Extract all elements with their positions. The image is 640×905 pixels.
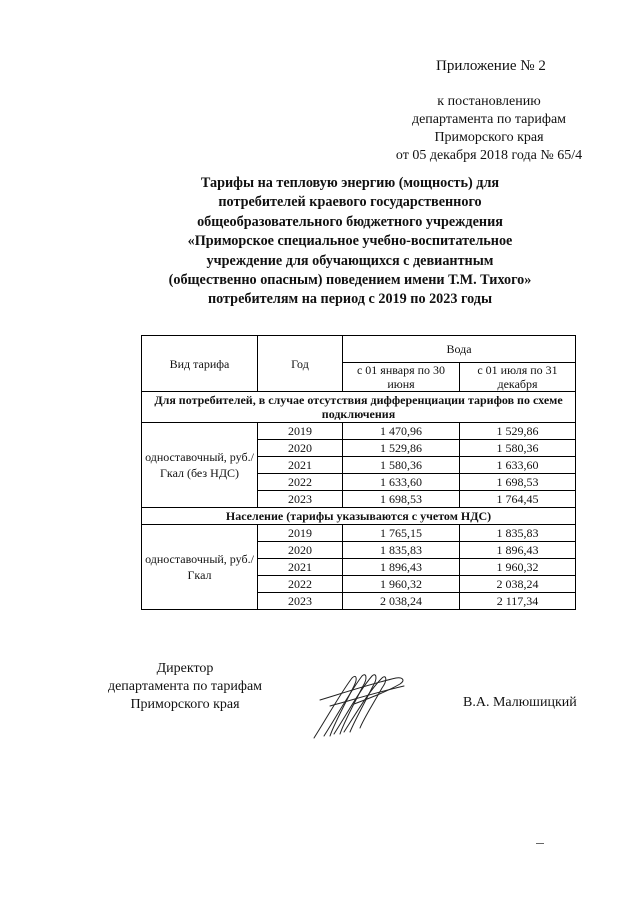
header-period-1: с 01 января по 30 июня xyxy=(343,363,460,392)
value-cell: 1 835,83 xyxy=(343,542,460,559)
tariff-type-cell: одноставочный, руб./Гкал xyxy=(142,525,258,610)
title-line: потребителям на период с 2019 по 2023 годы xyxy=(207,291,493,308)
section-row xyxy=(142,508,576,525)
scan-mark xyxy=(536,843,544,844)
value-cell: 1 896,43 xyxy=(460,542,576,559)
handwritten-signature xyxy=(300,666,415,746)
decree-reference xyxy=(374,93,604,165)
table-row xyxy=(142,423,576,440)
signer-position-line: Директор xyxy=(156,661,214,676)
section-title: Для потребителей, в случае отсутствия дифференциации тарифов по схеме подключения xyxy=(142,392,576,423)
value-cell: 1 896,43 xyxy=(343,559,460,576)
header-year: Год xyxy=(258,336,343,392)
tariff-type-cell: одноставочный, руб./Гкал (без НДС) xyxy=(142,423,258,508)
value-cell: 1 580,36 xyxy=(343,457,460,474)
year-cell: 2022 xyxy=(258,474,343,491)
year-cell: 2019 xyxy=(258,525,343,542)
value-cell: 1 633,60 xyxy=(343,474,460,491)
year-cell: 2021 xyxy=(258,559,343,576)
value-cell: 1 764,45 xyxy=(460,491,576,508)
header-row xyxy=(142,336,576,363)
header-water: Вода xyxy=(343,336,576,363)
value-cell: 2 038,24 xyxy=(460,576,576,593)
signer-position-line: департамента по тарифам xyxy=(107,679,263,694)
appendix-label: Приложение № 2 xyxy=(436,58,546,74)
section-title: Население (тарифы указываются с учетом НДС) xyxy=(142,508,576,525)
header-period-2: с 01 июля по 31 декабря xyxy=(460,363,576,392)
year-cell: 2019 xyxy=(258,423,343,440)
decree-line: Приморского края xyxy=(434,130,544,145)
signer-name: В.А. Малюшицкий xyxy=(463,695,577,710)
value-cell: 1 529,86 xyxy=(460,423,576,440)
decree-line: от 05 декабря 2018 года № 65/4 xyxy=(395,148,583,163)
value-cell: 2 038,24 xyxy=(343,593,460,610)
decree-line: к постановлению xyxy=(437,94,541,109)
tariff-table xyxy=(141,335,576,610)
signer-position xyxy=(60,660,310,714)
value-cell: 1 470,96 xyxy=(343,423,460,440)
value-cell: 1 580,36 xyxy=(460,440,576,457)
decree-line: департамента по тарифам xyxy=(411,112,567,127)
signer-position-line: Приморского края xyxy=(130,697,240,712)
value-cell: 1 698,53 xyxy=(343,491,460,508)
header-tariff-type: Вид тарифа xyxy=(142,336,258,392)
value-cell: 1 698,53 xyxy=(460,474,576,491)
table-row xyxy=(142,525,576,542)
title-line: общеобразовательного бюджетного учреждения xyxy=(197,213,503,230)
title-line: (общественно опасным) поведением имени Т.М. Тихого» xyxy=(168,272,532,289)
year-cell: 2023 xyxy=(258,593,343,610)
year-cell: 2021 xyxy=(258,457,343,474)
year-cell: 2023 xyxy=(258,491,343,508)
value-cell: 2 117,34 xyxy=(460,593,576,610)
value-cell: 1 960,32 xyxy=(460,559,576,576)
section-row xyxy=(142,392,576,423)
value-cell: 1 960,32 xyxy=(343,576,460,593)
document-title xyxy=(120,174,580,310)
year-cell: 2020 xyxy=(258,542,343,559)
value-cell: 1 633,60 xyxy=(460,457,576,474)
value-cell: 1 835,83 xyxy=(460,525,576,542)
value-cell: 1 529,86 xyxy=(343,440,460,457)
title-line: потребителей краевого государственного xyxy=(218,194,482,211)
title-line: Тарифы на тепловую энергию (мощность) для xyxy=(200,175,500,191)
year-cell: 2022 xyxy=(258,576,343,593)
year-cell: 2020 xyxy=(258,440,343,457)
title-line: «Приморское специальное учебно-воспитательное xyxy=(187,233,513,250)
title-line: учреждение для обучающихся с девиантным xyxy=(206,252,494,269)
value-cell: 1 765,15 xyxy=(343,525,460,542)
